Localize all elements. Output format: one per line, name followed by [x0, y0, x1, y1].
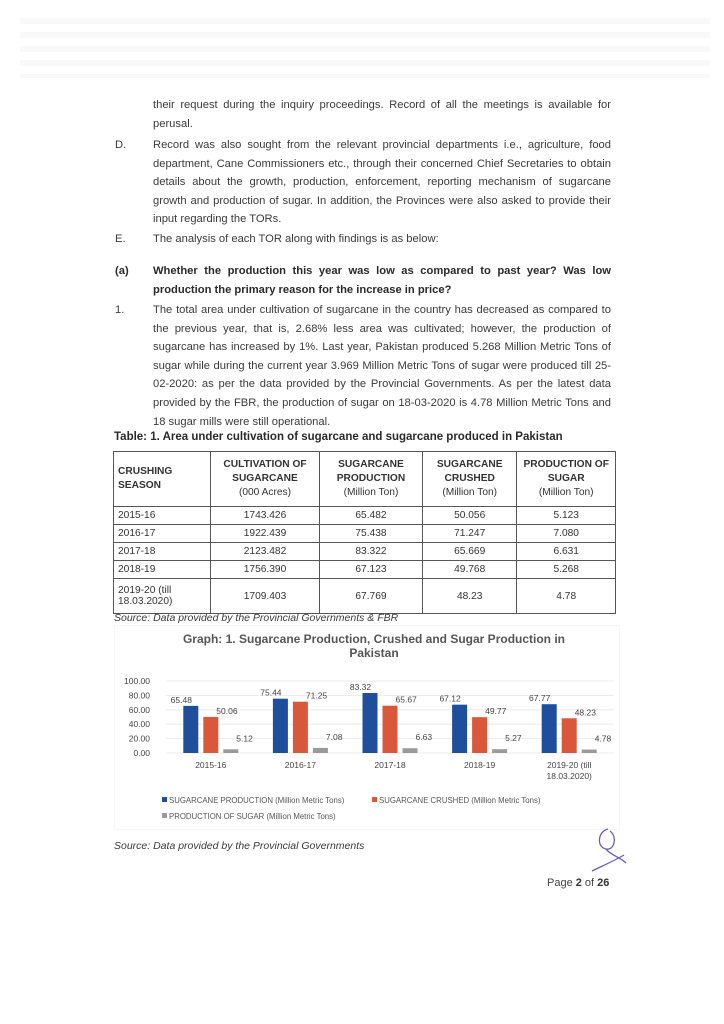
- cell-value: 1922.439: [211, 525, 320, 543]
- bar-crushed: [472, 717, 487, 753]
- header-crushing-season: CRUSHING SEASON: [114, 452, 211, 507]
- bar-crushed: [383, 706, 398, 753]
- header-sugarcane-crushed: SUGARCANE CRUSHED (Million Ton): [422, 452, 516, 507]
- data-label: 67.12: [439, 693, 461, 704]
- bar-crushed: [293, 702, 308, 753]
- header-cultivation: CULTIVATION OF SUGARCANE (000 Acres): [211, 452, 320, 507]
- question-a: Whether the production this year was low as compared to past year? Was low production the primary reason for the increase in price?: [153, 265, 611, 296]
- cell-value: 49.768: [422, 561, 516, 579]
- chart-source: Source: Data provided by the Provincial Governments: [114, 840, 365, 852]
- chart-title-line2: Pakistan: [349, 646, 399, 660]
- y-tick-label: 100.00: [124, 676, 150, 686]
- legend-swatch: [162, 813, 167, 818]
- paragraph-marker-1: 1.: [115, 304, 125, 316]
- legend-label: SUGARCANE CRUSHED (Million Metric Tons): [379, 796, 541, 805]
- data-label: 65.48: [170, 694, 192, 705]
- cell-value: 4.78: [517, 579, 616, 614]
- table-row: [114, 561, 616, 579]
- paragraph-e: The analysis of each TOR along with findings is as below:: [153, 233, 439, 245]
- y-tick-label: 40.00: [128, 719, 150, 730]
- cell-value: 1743.426: [211, 507, 320, 525]
- sugarcane-table: [113, 451, 616, 614]
- cell-value: 50.056: [422, 507, 516, 525]
- cell-value: 7.080: [517, 525, 616, 543]
- question-marker-a: (a): [115, 265, 129, 277]
- table-row: [114, 543, 616, 561]
- table-header-row: [114, 452, 616, 507]
- data-label: 75.44: [260, 687, 282, 698]
- y-tick-label: 0.00: [133, 748, 150, 758]
- cell-value: 67.123: [320, 561, 423, 579]
- legend-swatch: [372, 797, 377, 802]
- table-row: [114, 507, 616, 525]
- table-row: [114, 579, 616, 614]
- legend-label: PRODUCTION OF SUGAR (Million Metric Tons): [169, 812, 336, 821]
- cell-value: 1709.403: [211, 579, 320, 614]
- data-label: 5.12: [236, 733, 253, 744]
- bar-sugar: [582, 750, 597, 753]
- x-tick-label: 2017-18: [374, 760, 406, 770]
- bar-crushed: [203, 717, 218, 753]
- y-tick-label: 80.00: [128, 690, 150, 701]
- chart-title-line1: Graph: 1. Sugarcane Production, Crushed and Sugar Production in: [182, 632, 566, 646]
- data-label: 5.27: [505, 733, 522, 744]
- data-label: 50.06: [216, 705, 238, 716]
- cell-value: 1756.390: [211, 561, 320, 579]
- cell-season: 2018-19: [114, 561, 211, 579]
- header-sugarcane-production: SUGARCANE PRODUCTION (Million Ton): [320, 452, 423, 507]
- cell-value: 75.438: [320, 525, 423, 543]
- x-tick-label: 2016-17: [284, 760, 317, 770]
- data-label: 6.63: [415, 732, 433, 743]
- bar-sugar: [403, 748, 418, 753]
- table-row: [114, 525, 616, 543]
- bar-sugar: [313, 748, 328, 753]
- cell-value: 5.268: [517, 561, 616, 579]
- signature-icon: [580, 825, 640, 875]
- bar-production: [273, 699, 288, 753]
- paragraph-marker-d: D.: [115, 139, 127, 151]
- cell-value: 65.669: [422, 543, 516, 561]
- data-label: 67.77: [529, 693, 551, 704]
- data-label: 7.08: [325, 731, 343, 742]
- y-tick-label: 60.00: [128, 704, 150, 715]
- paragraph-1: The total area under cultivation of sugarcane in the country has decreased as compared to the previous year, that is, 2.68% less area was cultivated; however, the production of sugarcane has increased by 1%. Last year, Pakistan produced 5.268 Million Metric Tons of sugar while during the current year 3.969 Million Metric Tons of sugar were produced till 25-02-2020: as per the data provided by the Provincial Governments. As per the latest data provided by the FBR, the production of sugar on 18-03-2020 is 4.78 Million Metric Tons and 18 sugar mills were still operational.: [153, 304, 611, 428]
- x-tick-label: 2019-20 (till 18.03.2020): [546, 760, 592, 781]
- cell-season: 2017-18: [114, 543, 211, 561]
- paragraph-marker-e: E.: [115, 233, 126, 245]
- cell-value: 2123.482: [211, 543, 320, 561]
- legend-swatch: [162, 797, 167, 802]
- page-number: Page 2 of 26: [547, 877, 610, 889]
- bar-sugar: [223, 749, 238, 753]
- bar-production: [363, 693, 378, 753]
- cell-season: 2016-17: [114, 525, 211, 543]
- bar-sugar: [492, 749, 507, 753]
- cell-value: 67.769: [320, 579, 423, 614]
- faint-scan-header: [20, 18, 710, 78]
- data-label: 4.78: [594, 733, 612, 744]
- header-production-of-sugar: PRODUCTION OF SUGAR (Million Ton): [517, 452, 616, 507]
- paragraph-continuation: their request during the inquiry proceedings. Record of all the meetings is available for perusal.: [153, 99, 611, 130]
- bar-chart: [114, 625, 620, 830]
- cell-season: 2019-20 (till 18.03.2020): [114, 579, 211, 614]
- legend-label: SUGARCANE PRODUCTION (Million Metric Tons): [169, 796, 345, 805]
- x-tick-label: 2015-16: [195, 760, 227, 770]
- data-label: 83.32: [349, 682, 372, 693]
- cell-value: 6.631: [517, 543, 616, 561]
- x-tick-label: 2018-19: [463, 760, 496, 770]
- y-tick-label: 20.00: [128, 733, 150, 744]
- paragraph-d: Record was also sought from the relevant provincial departments i.e., agriculture, food department, Cane Commissioners etc., through their concerned Chief Secretaries to obtain details about the growth, production, enforcement, reporting mechanism of sugarcane growth and production of sugar. In addition, the Provinces were also asked to provide their input regarding the TORs.: [153, 139, 611, 226]
- table-caption: Table: 1. Area under cultivation of sugarcane and sugarcane produced in Pakistan: [114, 431, 563, 443]
- cell-value: 65.482: [320, 507, 423, 525]
- cell-value: 48.23: [422, 579, 516, 614]
- data-label: 49.77: [485, 706, 507, 717]
- data-label: 71.25: [305, 690, 328, 701]
- cell-value: 5.123: [517, 507, 616, 525]
- data-label: 65.67: [395, 694, 417, 705]
- bar-production: [183, 706, 198, 753]
- cell-season: 2015-16: [114, 507, 211, 525]
- bar-production: [452, 705, 467, 753]
- cell-value: 83.322: [320, 543, 423, 561]
- data-label: 48.23: [574, 707, 596, 718]
- bar-production: [542, 704, 557, 753]
- table-source: Source: Data provided by the Provincial Governments & FBR: [114, 612, 399, 624]
- cell-value: 71.247: [422, 525, 516, 543]
- bar-crushed: [562, 718, 577, 753]
